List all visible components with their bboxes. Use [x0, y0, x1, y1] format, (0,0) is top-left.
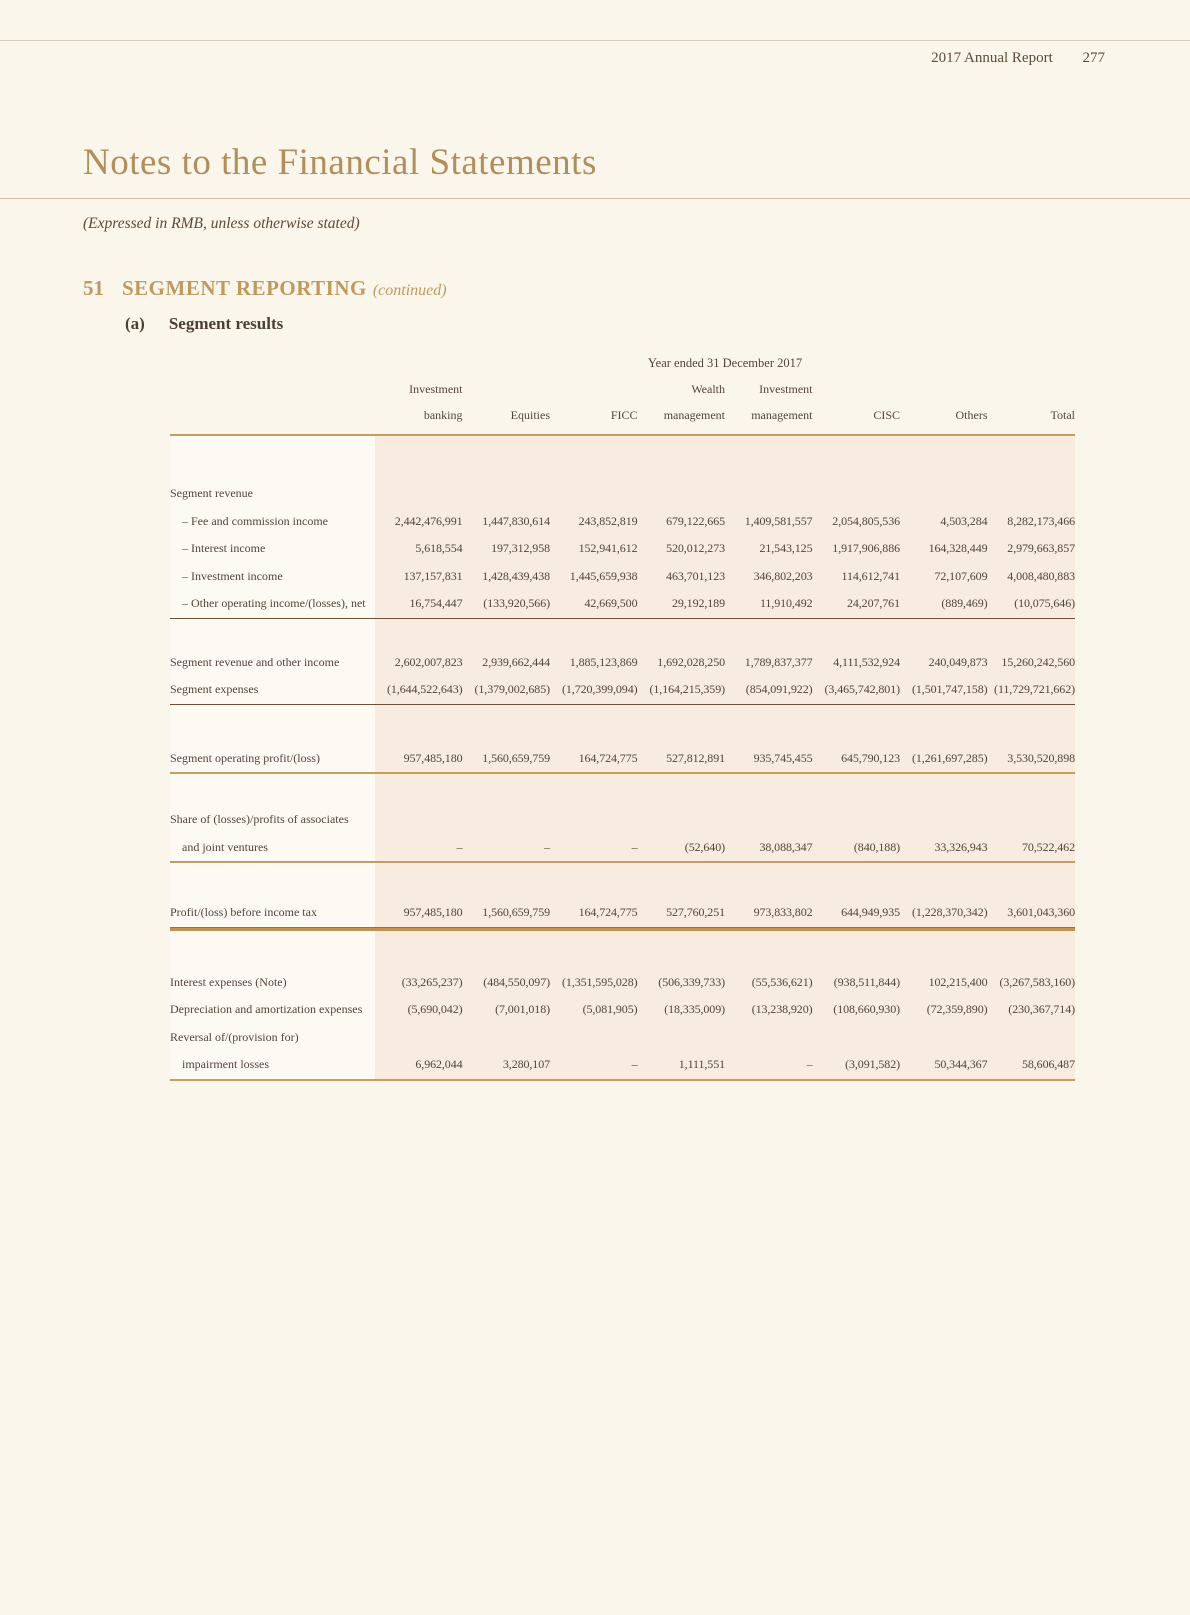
table-row	[170, 1051, 1075, 1079]
cell-value: 1,789,837,377	[744, 654, 813, 669]
cell-value: (1,644,522,643)	[387, 682, 463, 697]
segment-results-table-body	[170, 436, 1075, 1081]
cell-value: (889,469)	[941, 596, 988, 611]
cell-value: 2,602,007,823	[394, 654, 463, 669]
subsection-title: Segment results	[168, 314, 284, 333]
table-row	[170, 899, 1075, 927]
table-row	[170, 508, 1075, 536]
cell-value: (1,261,697,285)	[912, 750, 988, 765]
row-label: Interest expenses (Note)	[170, 974, 287, 989]
row-label: – Interest income	[182, 541, 266, 556]
cell-value: (10,075,646)	[1014, 596, 1075, 611]
cell-value: 527,760,251	[666, 905, 725, 920]
page-header	[931, 50, 1105, 67]
row-label: Profit/(loss) before income tax	[170, 905, 317, 920]
cell-value: 527,812,891	[666, 750, 725, 765]
column-header-spacer	[170, 376, 375, 428]
cell-value: 21,543,125	[759, 541, 813, 556]
cell-value: 243,852,819	[578, 513, 638, 528]
cell-value: 935,745,455	[753, 750, 813, 765]
row-label: Reversal of/(provision for)	[170, 1029, 299, 1044]
section-continued-note: (continued)	[372, 282, 447, 299]
cell-value: 50,344,367	[934, 1057, 988, 1072]
cell-value: (840,188)	[853, 839, 900, 854]
cell-value: 3,530,520,898	[1007, 750, 1075, 765]
cell-value: 33,326,943	[934, 839, 988, 854]
cell-value: (484,550,097)	[483, 974, 550, 989]
cell-value: (1,379,002,685)	[474, 682, 550, 697]
cell-value: (1,228,370,342)	[912, 905, 988, 920]
cell-value: (506,339,733)	[658, 974, 725, 989]
cell-value: 15,260,242,560	[1001, 654, 1075, 669]
cell-value: (230,367,714)	[1008, 1002, 1075, 1017]
table-row	[170, 806, 1075, 834]
cell-value: 24,207,761	[846, 596, 900, 611]
cell-value: 1,885,123,869	[569, 654, 638, 669]
table-gap	[170, 863, 1075, 899]
row-label: Segment revenue and other income	[170, 654, 340, 669]
row-label: Segment expenses	[170, 682, 259, 697]
cell-value: (18,335,009)	[664, 1002, 725, 1017]
cell-value: 240,049,873	[928, 654, 988, 669]
cell-value: 679,122,665	[666, 513, 725, 528]
cell-value: (1,351,595,028)	[562, 974, 638, 989]
cell-value: –	[544, 839, 550, 854]
table-row	[170, 649, 1075, 677]
cell-value: (3,465,742,801)	[824, 682, 900, 697]
cell-value: 8,282,173,466	[1007, 513, 1075, 528]
cell-value: 11,910,492	[759, 596, 813, 611]
cell-value: 58,606,487	[1021, 1057, 1075, 1072]
table-row	[170, 563, 1075, 591]
cell-value: 102,215,400	[928, 974, 988, 989]
cell-value: (3,267,583,160)	[999, 974, 1075, 989]
cell-value: (3,091,582)	[845, 1057, 900, 1072]
column-header: Equities	[510, 408, 550, 422]
cell-value: 42,669,500	[584, 596, 638, 611]
table-gap	[170, 705, 1075, 745]
cell-value: 1,692,028,250	[657, 654, 725, 669]
cell-value: (13,238,920)	[751, 1002, 813, 1017]
cell-value: –	[456, 839, 463, 854]
cell-value: 152,941,612	[578, 541, 638, 556]
cell-value: 114,612,741	[841, 568, 900, 583]
cell-value: 164,328,449	[928, 541, 988, 556]
cell-value: 137,157,831	[403, 568, 463, 583]
cell-value: 1,445,659,938	[569, 568, 638, 583]
cell-value: (1,164,215,359)	[649, 682, 725, 697]
cell-value: 4,111,532,924	[833, 654, 900, 669]
cell-value: 1,560,659,759	[482, 905, 550, 920]
cell-value: 645,790,123	[841, 750, 900, 765]
row-label: – Fee and commission income	[182, 513, 328, 528]
page-title: Notes to the Financial Statements	[83, 142, 597, 183]
cell-value: 3,280,107	[502, 1057, 550, 1072]
table-period-header: Year ended 31 December 2017	[647, 356, 803, 370]
cell-value: 2,939,662,444	[482, 654, 550, 669]
column-header: Others	[955, 408, 988, 422]
cell-value: 463,701,123	[666, 568, 725, 583]
table-row	[170, 969, 1075, 997]
column-header: FICC	[610, 408, 638, 422]
cell-value: 5,618,554	[415, 541, 463, 556]
title-divider	[0, 198, 1190, 199]
cell-value: 164,724,775	[578, 905, 638, 920]
cell-value: (1,501,747,158)	[912, 682, 988, 697]
segment-results-table	[170, 350, 1075, 1081]
cell-value: (52,640)	[684, 839, 725, 854]
row-label: Segment revenue	[170, 486, 253, 501]
column-header: Wealth management	[663, 382, 725, 422]
row-label: impairment losses	[182, 1057, 269, 1072]
column-header: Investment management	[751, 382, 813, 422]
cell-value: 72,107,609	[934, 568, 988, 583]
table-row	[170, 834, 1075, 862]
report-name: 2017 Annual Report	[931, 50, 1053, 66]
cell-value: 957,485,180	[403, 905, 463, 920]
cell-value: (133,920,566)	[483, 596, 550, 611]
page-number: 277	[1082, 50, 1105, 66]
row-label: and joint ventures	[182, 839, 268, 854]
table-row	[170, 480, 1075, 508]
cell-value: 973,833,802	[753, 905, 813, 920]
table-gap	[170, 931, 1075, 969]
column-header: CISC	[873, 408, 900, 422]
cell-value: 1,447,830,614	[482, 513, 550, 528]
cell-value: –	[631, 1057, 638, 1072]
cell-value: (108,660,930)	[833, 1002, 900, 1017]
cell-value: (7,001,018)	[495, 1002, 550, 1017]
cell-value: 2,054,805,536	[832, 513, 900, 528]
cell-value: 1,428,439,438	[482, 568, 550, 583]
table-row	[170, 996, 1075, 1024]
table-gap	[170, 619, 1075, 649]
cell-value: 1,917,906,886	[832, 541, 900, 556]
table-row	[170, 535, 1075, 563]
cell-value: 16,754,447	[409, 596, 463, 611]
cell-value: 29,192,189	[671, 596, 725, 611]
table-gap	[170, 436, 1075, 480]
column-header: Investment banking	[409, 382, 463, 422]
cell-value: –	[631, 839, 638, 854]
cell-value: (938,511,844)	[833, 974, 900, 989]
section-number: 51	[83, 276, 104, 300]
section-heading	[83, 276, 447, 301]
cell-value: 6,962,044	[415, 1057, 463, 1072]
subsection-heading	[125, 314, 283, 334]
cell-value: 38,088,347	[759, 839, 813, 854]
cell-value: 2,442,476,991	[394, 513, 463, 528]
cell-value: 520,012,273	[666, 541, 725, 556]
cell-value: (11,729,721,662)	[994, 682, 1075, 697]
cell-value: 4,008,480,883	[1007, 568, 1075, 583]
row-label: Share of (losses)/profits of associates	[170, 812, 349, 827]
column-header: Total	[1050, 408, 1075, 422]
top-divider	[0, 40, 1190, 41]
cell-value: 1,111,551	[678, 1057, 725, 1072]
table-column-headers	[170, 376, 1075, 436]
row-label: Depreciation and amortization expenses	[170, 1002, 363, 1017]
section-title: SEGMENT REPORTING	[122, 276, 367, 300]
cell-value: (55,536,621)	[751, 974, 813, 989]
cell-value: (5,690,042)	[407, 1002, 463, 1017]
cell-value: 346,802,203	[753, 568, 813, 583]
table-row	[170, 745, 1075, 773]
table-gap	[170, 774, 1075, 806]
cell-value: 197,312,958	[491, 541, 550, 556]
row-label: Segment operating profit/(loss)	[170, 750, 320, 765]
cell-value: 70,522,462	[1021, 839, 1075, 854]
cell-value: –	[806, 1057, 813, 1072]
cell-value: (854,091,922)	[745, 682, 813, 697]
subsection-label: (a)	[125, 314, 145, 333]
currency-note: (Expressed in RMB, unless otherwise stated)	[83, 215, 360, 232]
cell-value: 1,409,581,557	[744, 513, 813, 528]
cell-value: (72,359,890)	[926, 1002, 988, 1017]
table-rule	[170, 1079, 1075, 1081]
cell-value: 164,724,775	[578, 750, 638, 765]
cell-value: 3,601,043,360	[1007, 905, 1075, 920]
cell-value: (33,265,237)	[401, 974, 463, 989]
cell-value: (1,720,399,094)	[562, 682, 638, 697]
cell-value: 1,560,659,759	[482, 750, 550, 765]
table-row	[170, 676, 1075, 704]
cell-value: 957,485,180	[403, 750, 463, 765]
table-row	[170, 1024, 1075, 1052]
cell-value: 4,503,284	[940, 513, 988, 528]
cell-value: 644,949,935	[841, 905, 900, 920]
table-row	[170, 590, 1075, 618]
cell-value: 2,979,663,857	[1007, 541, 1075, 556]
row-label: – Other operating income/(losses), net	[182, 596, 366, 611]
cell-value: (5,081,905)	[582, 1002, 638, 1017]
row-label: – Investment income	[182, 568, 283, 583]
